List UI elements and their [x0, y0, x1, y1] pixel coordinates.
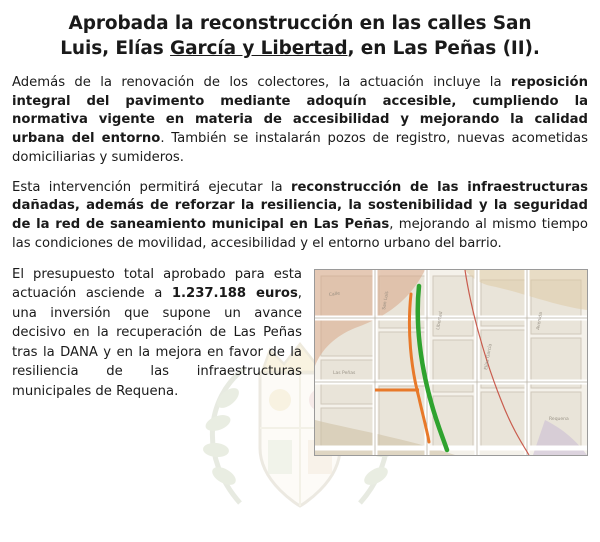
par2-run-0: Esta intervención permitirá ejecutar la: [12, 179, 291, 195]
par1-run-1: reposición integral del pavimento mediante adoquín accesible, cumpliendo la normativa vigente en materia de accesibilidad y mejorando la calidad urbana del entorno: [12, 74, 588, 147]
svg-text:Las Peñas: Las Peñas: [333, 370, 356, 376]
figure-and-text-block: [12, 265, 588, 460]
page-title: [12, 12, 588, 62]
headline-line-2-pre: Luis, Elías: [60, 37, 171, 59]
svg-text:San Luis: San Luis: [382, 290, 391, 310]
svg-text:Libertad: Libertad: [436, 310, 445, 330]
par2-run-2: , mejorando al mismo tiempo las condiciones de movilidad, accesibilidad y el entorno urbano del barrio.: [12, 217, 588, 251]
svg-text:Requena: Requena: [549, 416, 569, 422]
par2-run-1: reconstrucción de las infraestructuras dañadas, además de reforzar la resiliencia, la sostenibilidad y la seguridad de la red de saneamiento municipal en Las Peñas: [12, 179, 588, 233]
map-image: [314, 269, 588, 456]
par1-run-0: Además de la renovación de los colectores, la actuación incluye la: [12, 74, 511, 90]
paragraph-2: [12, 179, 588, 254]
headline-underlined-segment: García y Libertad: [170, 37, 348, 59]
par3-run-1: 1.237.188 euros: [171, 286, 298, 302]
headline-line-2-post: , en Las Peñas (II).: [347, 37, 540, 59]
svg-text:Calle: Calle: [328, 291, 341, 298]
svg-text:Avenida: Avenida: [536, 311, 545, 330]
par3-run-0: El presupuesto total aprobado para esta actuación asciende a: [12, 266, 302, 302]
svg-text:Elías García: Elías García: [484, 343, 494, 370]
par3-run-2: , una inversión que supone un avance decisivo en la recuperación de Las Peñas tras la DANA y en la mejora en favor de la resiliencia de las infraestructuras municipales de Requena.: [12, 286, 302, 399]
par1-run-2: . También se instalarán pozos de registro, nuevas acometidas domiciliarias y sumideros.: [12, 131, 588, 165]
paragraph-1: [12, 74, 588, 168]
headline-line-1: Aprobada la reconstrucción en las calles San: [68, 13, 532, 34]
